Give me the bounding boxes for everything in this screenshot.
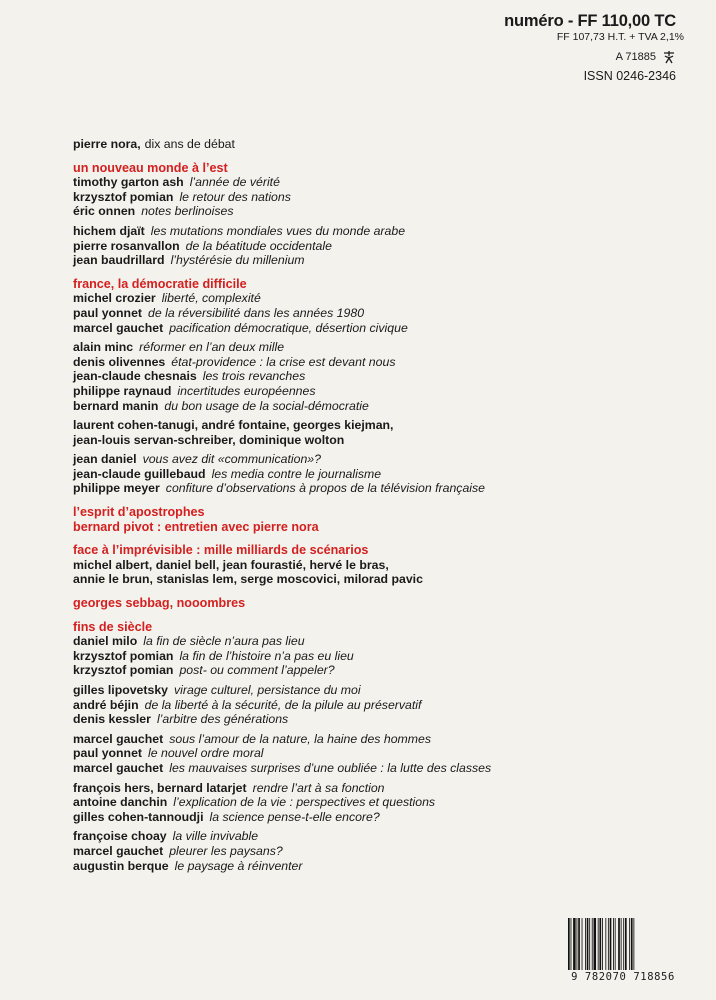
- table-of-contents: [73, 137, 673, 873]
- entry-author: bernard manin: [73, 398, 159, 413]
- entry-title: le paysage à réinventer: [174, 858, 303, 873]
- toc-entry: [73, 634, 673, 649]
- toc-entry: [73, 418, 673, 433]
- entry-author: paul yonnet: [73, 305, 143, 320]
- entry-author: denis olivennes: [73, 354, 166, 369]
- toc-entry: [73, 321, 673, 336]
- barcode-bar: [568, 918, 570, 970]
- entry-author: philippe raynaud: [73, 383, 172, 398]
- entry-author: denis kessler: [73, 712, 151, 727]
- toc-entry: [73, 204, 673, 219]
- section-spacer: [73, 534, 673, 543]
- toc-entry: [73, 663, 673, 678]
- section-title: france, la démocratie difficile: [73, 276, 247, 291]
- barcode-bar: [602, 918, 603, 970]
- section-spacer: [73, 152, 673, 161]
- entry-author: annie le brun, stanislas lem, serge moscovici, milorad pavic: [73, 572, 423, 587]
- toc-entry: [73, 810, 673, 825]
- entry-title: incertitudes européennes: [177, 383, 316, 398]
- toc-entry: [73, 467, 673, 482]
- toc-entry: [73, 481, 673, 496]
- entry-title: les media contre le journalisme: [211, 466, 382, 481]
- entry-author: françoise choay: [73, 829, 167, 844]
- header-issn: ISSN 0246-2346: [583, 69, 676, 83]
- toc-entry: [73, 369, 673, 384]
- entry-author: marcel gauchet: [73, 731, 164, 746]
- entry-title: post- ou comment l’appeler?: [179, 663, 335, 678]
- entry-author: jean-claude guillebaud: [73, 466, 206, 481]
- entry-title: l’arbitre des générations: [156, 712, 289, 727]
- toc-entry: [73, 572, 673, 587]
- toc-entry: [73, 291, 673, 306]
- toc-entry: [73, 746, 673, 761]
- entry-title: la ville invivable: [172, 829, 259, 844]
- intro-line: [73, 137, 673, 152]
- toc-entry: [73, 224, 673, 239]
- toc-entry: [73, 781, 673, 796]
- entry-author: andré béjin: [73, 697, 139, 712]
- entry-author: jean-louis servan-schreiber, dominique wolton: [73, 432, 345, 447]
- toc-entry: [73, 558, 673, 573]
- entry-author: krzysztof pomian: [73, 663, 174, 678]
- entry-author: antoine danchin: [73, 795, 168, 810]
- barcode-bar: [587, 918, 589, 970]
- barcode-bar: [608, 918, 609, 970]
- entry-title: de la liberté à la sécurité, de la pilule au préservatif: [144, 697, 422, 712]
- entry-title: les mutations mondiales vues du monde arabe: [150, 223, 406, 238]
- section-title: fins de siècle: [73, 619, 153, 634]
- entry-author: michel albert, daniel bell, jean fourastié, hervé le bras,: [73, 557, 389, 572]
- entry-title: les trois revanches: [202, 369, 306, 384]
- intro-title: dix ans de débat: [144, 137, 235, 151]
- entry-title: l’hystérésie du millenium: [170, 253, 305, 268]
- header-code-text: A 71885: [615, 51, 656, 63]
- entry-title: le retour des nations: [179, 189, 291, 204]
- entry-author: paul yonnet: [73, 746, 143, 761]
- toc-entry: [73, 795, 673, 810]
- entry-author: laurent cohen-tanugi, andré fontaine, georges kiejman,: [73, 418, 394, 433]
- entry-author: krzysztof pomian: [73, 648, 174, 663]
- entry-title: vous avez dit «communication»?: [142, 452, 321, 467]
- entry-title: rendre l’art à sa fonction: [252, 780, 385, 795]
- toc-entry: [73, 761, 673, 776]
- toc-entry: [73, 190, 673, 205]
- toc-entry: [73, 649, 673, 664]
- toc-entry: [73, 452, 673, 467]
- barcode-bar: [578, 918, 580, 970]
- entry-author: krzysztof pomian: [73, 189, 174, 204]
- entry-title: pleurer les paysans?: [169, 843, 283, 858]
- barcode-bar: [610, 918, 612, 970]
- barcode-bar: [623, 918, 624, 970]
- entry-author: jean-claude chesnais: [73, 369, 197, 384]
- entry-title: liberté, complexité: [161, 291, 261, 306]
- entry-title: du bon usage de la social-démocratie: [164, 398, 369, 413]
- barcode-bar: [577, 918, 578, 970]
- toc-entry: [73, 384, 673, 399]
- entry-title: de la béatitude occidentale: [185, 238, 332, 253]
- entry-author: marcel gauchet: [73, 760, 164, 775]
- entry-title: état-providence : la crise est devant nous: [171, 354, 396, 369]
- barcode-bar: [613, 918, 614, 970]
- entry-author: françois hers, bernard latarjet: [73, 780, 247, 795]
- barcode-bar: [633, 918, 634, 970]
- section-title: georges sebbag, nooombres: [73, 596, 246, 611]
- barcode-bar: [598, 918, 599, 970]
- barcode-bar: [599, 918, 601, 970]
- section-spacer: [73, 496, 673, 505]
- section-spacer: [73, 268, 673, 277]
- entry-title: l’explication de la vie : perspectives et questions: [173, 795, 436, 810]
- barcode-bar: [618, 918, 620, 970]
- section-title: l’esprit d’apostrophes: [73, 505, 205, 520]
- barcode-bar: [594, 918, 597, 970]
- entry-author: michel crozier: [73, 291, 156, 306]
- toc-entry: [73, 253, 673, 268]
- entry-author: daniel milo: [73, 634, 138, 649]
- barcode-bar: [582, 918, 583, 970]
- barcode-bar: [615, 918, 616, 970]
- entry-title: confiture d’observations à propos de la télévision française: [165, 481, 486, 496]
- header-code: [616, 50, 676, 64]
- toc-entry: [73, 433, 673, 448]
- barcode-bar: [573, 918, 576, 970]
- barcode-bar: [589, 918, 590, 970]
- barcode-bar: [621, 918, 622, 970]
- section-title: face à l’imprévisible : mille milliards de scénarios: [73, 543, 369, 558]
- barcode-icon: [566, 918, 676, 970]
- entry-title: virage culturel, persistance du moi: [174, 683, 361, 697]
- entry-title: la fin de l’histoire n’a pas eu lieu: [179, 648, 354, 663]
- toc-entry: [73, 829, 673, 844]
- header-price: numéro - FF 110,00 TC: [504, 12, 676, 30]
- entry-title: l’année de vérité: [189, 175, 280, 190]
- barcode-bar: [585, 918, 586, 970]
- entry-title: de la réversibilité dans les années 1980: [148, 305, 365, 320]
- entry-title: notes berlinoises: [141, 204, 234, 219]
- barcode-digits: 9 782070 718856: [571, 971, 675, 983]
- toc-entry: [73, 399, 673, 414]
- section-spacer: [73, 611, 673, 620]
- entry-title: pacification démocratique, désertion civique: [169, 320, 408, 335]
- toc-entry: [73, 239, 673, 254]
- entry-author: éric onnen: [73, 204, 136, 219]
- entry-author: jean baudrillard: [73, 253, 165, 268]
- toc-entry: [73, 175, 673, 190]
- toc-entry: [73, 859, 673, 874]
- entry-author: gilles cohen-tannoudji: [73, 809, 204, 824]
- toc-entry: [73, 355, 673, 370]
- entry-title: les mauvaises surprises d’une oubliée : la lutte des classes: [169, 760, 492, 775]
- intro-author: pierre nora,: [73, 137, 141, 151]
- entry-author: marcel gauchet: [73, 843, 164, 858]
- entry-author: philippe meyer: [73, 481, 160, 496]
- entry-title: la science pense-t-elle encore?: [209, 809, 380, 824]
- entry-title: réformer en l’an deux mille: [139, 340, 285, 355]
- entry-author: pierre rosanvallon: [73, 238, 180, 253]
- toc-entry: [73, 340, 673, 355]
- entry-author: gilles lipovetsky: [73, 683, 169, 697]
- barcode-bar: [571, 918, 572, 970]
- section-title: un nouveau monde à l’est: [73, 160, 228, 175]
- entry-title: sous l’amour de la nature, la haine des hommes: [169, 731, 432, 746]
- entry-author: augustin berque: [73, 858, 169, 873]
- publisher-logo-icon: [662, 50, 676, 64]
- toc-entry: [73, 683, 673, 698]
- barcode-bar: [592, 918, 593, 970]
- entry-author: hichem djaït: [73, 223, 145, 238]
- section-subtitle: bernard pivot : entretien avec pierre nora: [73, 519, 319, 534]
- barcode-bar: [629, 918, 630, 970]
- entry-title: le nouvel ordre moral: [148, 746, 264, 761]
- toc-entry: [73, 698, 673, 713]
- barcode-bar: [625, 918, 627, 970]
- barcode-bar: [631, 918, 633, 970]
- header-tax: FF 107,73 H.T. + TVA 2,1%: [556, 31, 684, 43]
- toc-entry: [73, 732, 673, 747]
- barcode-bar: [605, 918, 606, 970]
- toc-entry: [73, 712, 673, 727]
- entry-author: alain minc: [73, 340, 134, 355]
- toc-entry: [73, 844, 673, 859]
- section-spacer: [73, 587, 673, 596]
- entry-title: la fin de siècle n’aura pas lieu: [143, 634, 305, 649]
- toc-entry: [73, 306, 673, 321]
- entry-author: jean daniel: [73, 452, 137, 467]
- entry-author: timothy garton ash: [73, 175, 184, 190]
- entry-author: marcel gauchet: [73, 320, 164, 335]
